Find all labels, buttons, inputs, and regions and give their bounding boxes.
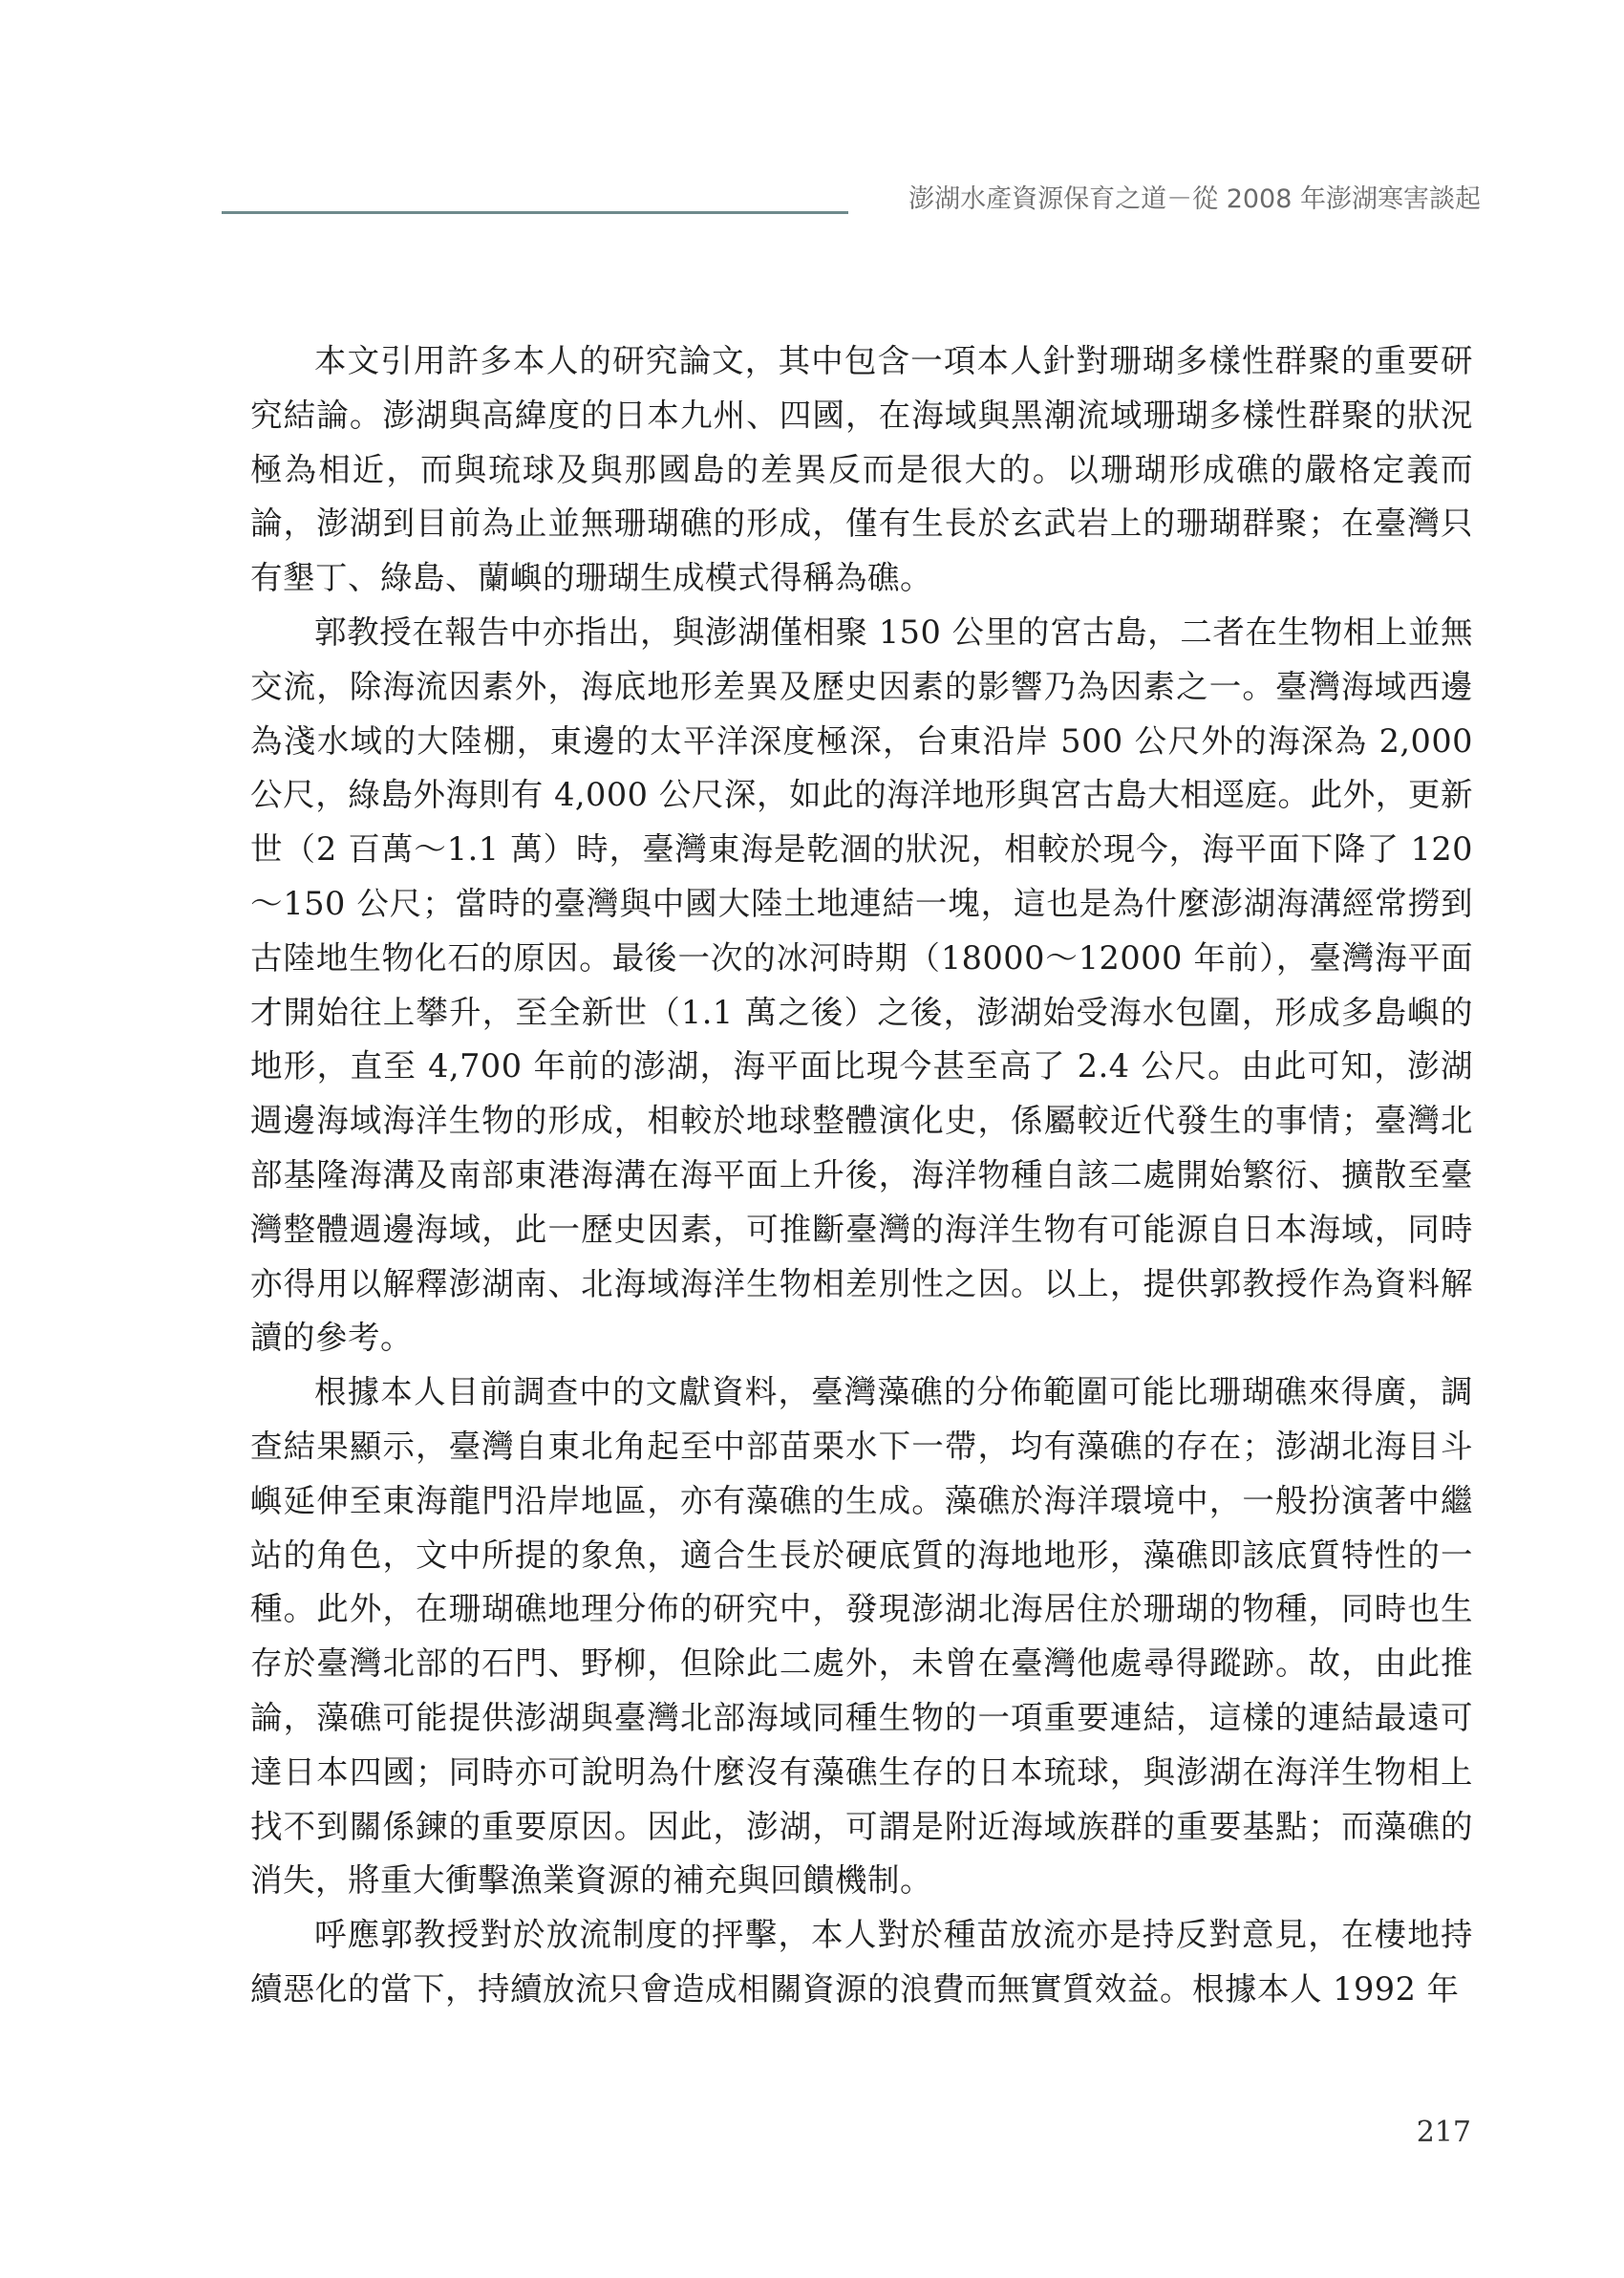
running-header-title: 澎湖水產資源保育之道－從 2008 年澎湖寒害談起	[908, 184, 1481, 214]
body-text	[250, 334, 1473, 2017]
paragraph-3: 根據本人目前調查中的文獻資料，臺灣藻礁的分佈範圍可能比珊瑚礁來得廣，調查結果顯示，臺灣自東北角起至中部苗栗水下一帶，均有藻礁的存在；澎湖北海目斗嶼延伸至東海龍門沿岸地區，亦有藻礁的生成。藻礁於海洋環境中，一般扮演著中繼站的角色，文中所提的象魚，適合生長於硬底質的海地地形，藻礁即該底質特性的一種。此外，在珊瑚礁地理分佈的研究中，發現澎湖北海居住於珊瑚的物種，同時也生存於臺灣北部的石門、野柳，但除此二處外，未曾在臺灣他處尋得蹤跡。故，由此推論，藻礁可能提供澎湖與臺灣北部海域同種生物的一項重要連結，這樣的連結最遠可達日本四國；同時亦可說明為什麼沒有藻礁生存的日本琉球，與澎湖在海洋生物相上找不到關係鍊的重要原因。因此，澎湖，可謂是附近海域族群的重要基點；而藻礁的消失，將重大衝擊漁業資源的補充與回饋機制。	[250, 1373, 1473, 1900]
paragraph-2: 郭教授在報告中亦指出，與澎湖僅相聚 150 公里的宮古島，二者在生物相上並無交流，除海流因素外，海底地形差異及歷史因素的影響乃為因素之一。臺灣海域西邊為淺水域的大陸棚，東邊的太平洋深度極深，台東沿岸 500 公尺外的海深為 2,000 公尺，綠島外海則有 4,000 公尺深，如此的海洋地形與宮古島大相逕庭。此外，更新世（2 百萬～1.1 萬）時，臺灣東海是乾涸的狀況，相較於現今，海平面下降了 120～150 公尺；當時的臺灣與中國大陸土地連結一塊，這也是為什麼澎湖海溝經常撈到古陸地生物化石的原因。最後一次的冰河時期（18000～12000 年前），臺灣海平面才開始往上攀升，至全新世（1.1 萬之後）之後，澎湖始受海水包圍，形成多島嶼的地形，直至 4,700 年前的澎湖，海平面比現今甚至高了 2.4 公尺。由此可知，澎湖週邊海域海洋生物的形成，相較於地球整體演化史，係屬較近代發生的事情；臺灣北部基隆海溝及南部東港海溝在海平面上升後，海洋物種自該二處開始繁衍、擴散至臺灣整體週邊海域，此一歷史因素，可推斷臺灣的海洋生物有可能源自日本海域，同時亦得用以解釋澎湖南、北海域海洋生物相差別性之因。以上，提供郭教授作為資料解讀的參考。	[250, 612, 1473, 1357]
paragraph-4: 呼應郭教授對於放流制度的抨擊，本人對於種苗放流亦是持反對意見，在棲地持續惡化的當下，持續放流只會造成相關資源的浪費而無實質效益。根據本人 1992 年	[250, 1916, 1473, 2008]
page-number: 217	[1416, 2116, 1471, 2149]
paragraph-1: 本文引用許多本人的研究論文，其中包含一項本人針對珊瑚多樣性群聚的重要研究結論。澎湖與高緯度的日本九州、四國，在海域與黑潮流域珊瑚多樣性群聚的狀況極為相近，而與琉球及與那國島的差異反而是很大的。以珊瑚形成礁的嚴格定義而論，澎湖到目前為止並無珊瑚礁的形成，僅有生長於玄武岩上的珊瑚群聚；在臺灣只有墾丁、綠島、蘭嶼的珊瑚生成模式得稱為礁。	[250, 342, 1473, 597]
header-rule	[222, 211, 848, 214]
